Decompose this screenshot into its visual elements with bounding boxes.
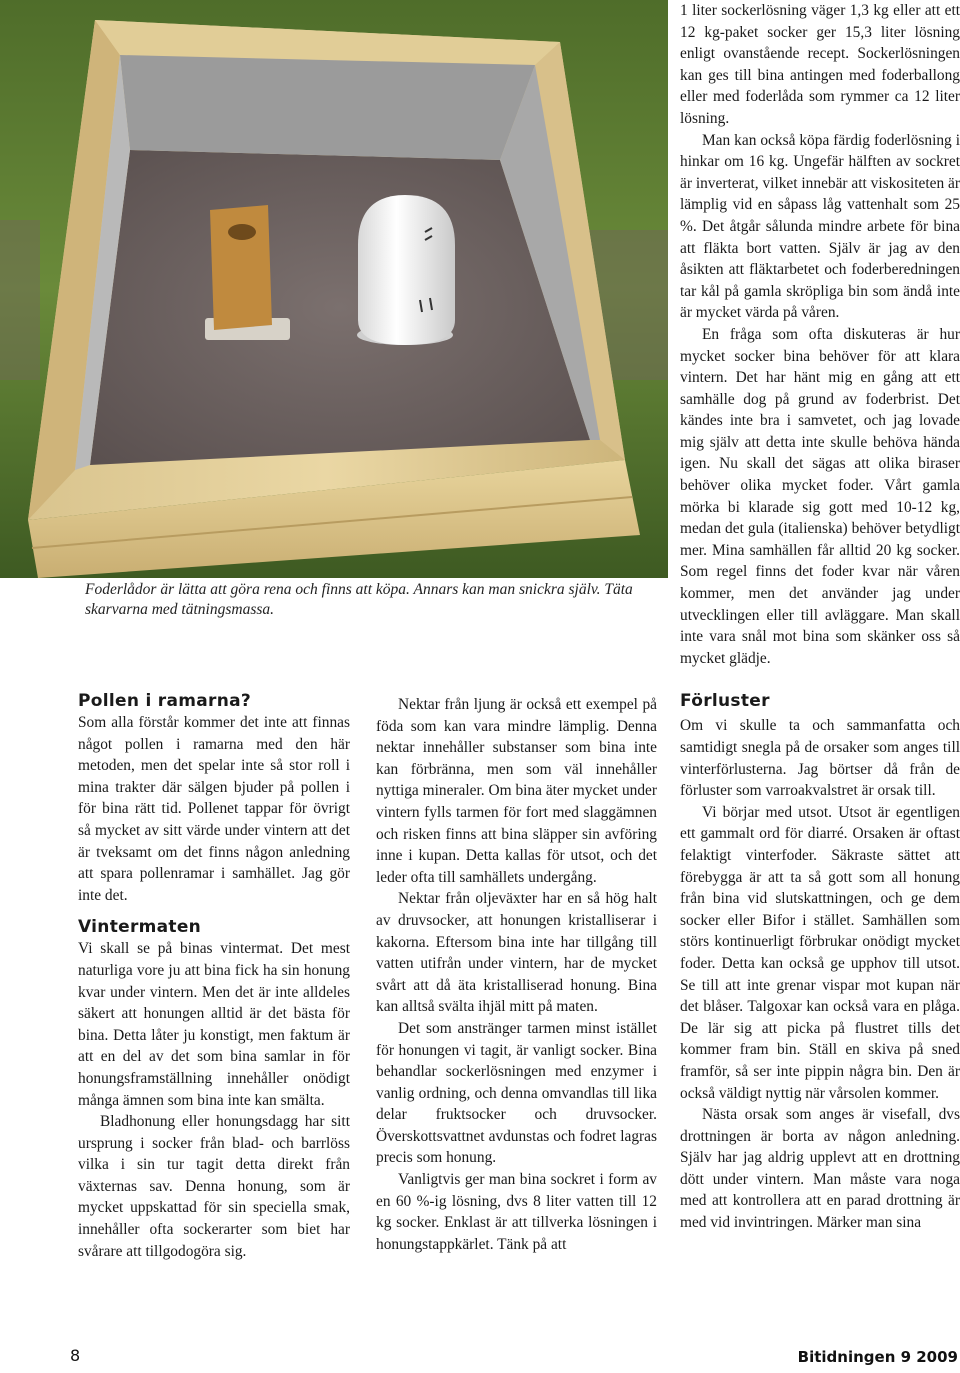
paragraph: 1 liter sockerlösning väger 1,3 kg eller att ett 12 kg-paket socker ger 15,3 liter lösning enligt ovanstående recept. Sockerlösningen kan ges till bina antingen med foderballong eller med foderlåda som rymmer ca 12 liter lösning. [680,2,960,127]
page-number: 8 [70,1346,81,1365]
publication-footer: Bitidningen 9 2009 [797,1348,958,1366]
paragraph: Vi skall se på binas vintermat. Det mest naturliga vore ju att bina fick ha sin honung kvar under vintern. Men det är inte alldeles säkert att honungen alltid är det bästa för bina. Detta låter ju konstigt, men faktum är att en del av det som bina samlar in för honungsframställning innehåller onödigt många ämnen som bina inte kan smälta. [78,940,350,1109]
feeding-box-illustration [0,0,668,578]
paragraph: Det som anstränger tarmen minst istället för honungen vi tagit, är vanligt socker. Bina behandlar sockerlösningen med enzymer i vanlig ordning, och denna omvandlas till lika delar fruktsocker och druvsocker. Överskottsvattnet avdunstas och fodret lagras precis som honung. [376,1019,657,1167]
column-middle [376,694,657,1255]
paragraph: Nektar från ljung är också ett exempel på föda som kan vara mindre lämplig. Denna nektar innehåller substanser som bina inte kan förbränna, men som väl innehåller nyttiga mineraler. Om bina äter mycket under vintern fylls tarmen för fort med slaggämnen och risken finns att bina släpper sin avföring inne i kupan. Detta kallas för utsot, och det leder ofta till samhällets undergång. [376,696,657,886]
paragraph: Man kan också köpa färdig foderlösning i hinkar om 16 kg. Ungefär hälften av sockret är inverterat, vilket innebär att viskositeten är lämplig vid en såpass låg vattenhalt som 25 %. Det åtgår sålunda mindre arbete för bina att fläkta bort vatten. Själv är jag av den åsikten att fläktarbetet och foderberedningen tar kål på gamla skröpliga bin som ändå inte är mycket värda på våren. [680,131,960,322]
paragraph: Bladhonung eller honungsdagg har sitt ursprung i socker från blad- och barrlöss vilka i sin tur tagit detta direkt från växternas sav. Denna honung, som är mycket uppskattad för sin speciella smak, innehåller ofta sockerarter som biet har svårare att tillgodogöra sig. [78,1113,350,1260]
heading-pollen: Pollen i ramarna? [78,691,252,711]
column-left [78,690,350,1262]
paragraph: En fråga som ofta diskuteras är hur mycket socker bina behöver för att klara vintern. Det har hänt mig en gång att ett samhälle dog på grund av foderbrist. Det kändes inte bra i samvetet, och jag lovade mig själv att detta inte skulle behöva hända igen. Nu skall det sägas att olika biraser behöver olika mycket foder. Vårt gamla mörka bi klarade sig gott med 10-12 kg, medan det gula (italienska) behöver betydligt mer. Mina samhällen får alltid 20 kg socker. Som regel finns det foder kvar när våren kommer, men det använder jag under utvecklingen eller till avläggare. Man skall inte vara snål mot bina som skänker oss så mycket glädje. [680,325,960,667]
column-right [680,0,960,1234]
paragraph: Om vi skulle ta och sammanfatta och samtidigt snegla på de orsaker som anges till vinterförlusterna. Jag börtser då från de förluster som varroakvalstret är orsak till. [680,717,960,800]
feeding-box-photo [0,0,668,578]
heading-vintermaten: Vintermaten [78,917,202,938]
paragraph: Nästa orsak som anges är visefall, dvs drottningen är borta av någon anledning. Själv har jag aldrig upplevt att en drottning dött under vintern. Man måste vara noga med att kontrollera att en parad drottning är med vid invintringen. Märker man sina [680,1106,960,1232]
paragraph: Vanligtvis ger man bina sockret i form av en 60 %-ig lösning, dvs 8 liter vatten till 12 kg socker. Enklast är att tillverka lösningen i honungstappkärlet. Tänk på att [376,1171,657,1253]
paragraph: Som alla förstår kommer det inte att finnas något pollen i ramarna med den här metoden, men det spelar inte så stor roll i mina trakter där sälgen bjuder på pollen i för bina rätt tid. Pollenet tappar för övrigt så mycket av sitt värde under vintern att det är tveksamt om det finns någon anledning att spara pollenramar i samhället. Jag gör inte det. [78,714,350,904]
paragraph: Vi börjar med utsot. Utsot är egentligen ett gammalt ord för diarré. Orsaken är oftast felaktigt vinterfoder. Säkraste sättet att förebygga är att ta så gott som all honung från bina vid slutskattningen, och ge dem socker eller Bifor i stället. Samhällen som störs kontinuerligt förbrukar onödigt mycket foder. Detta kan också ge upphov till utsot. Se till att inte grenar vispar mot kupan när det blåser. Talgoxar kan också vara en plåga. De lär sig att picka på flustret tills det kommer fram bin. Ställ en skiva på sned framför, så ser inte pippin några bin. Den är också väldigt nyttig när vårsolen kommer. [680,803,960,1102]
heading-forluster: Förluster [680,691,770,712]
paragraph: Nektar från oljeväxter har en så hög halt av druvsocker, att honungen kristalliserar i kakorna. Eftersom bina inte har tillgång till vatten utifrån under vintern, har de mycket svårt att då äta kristalliserad honung. Bina kan alltså svälta ihjäl mitt på maten. [376,890,657,1016]
photo-caption: Foderlådor är lätta att göra rena och finns att köpa. Annars kan man snickra själv. Täta skarvarna med tätningsmassa. [85,581,633,618]
